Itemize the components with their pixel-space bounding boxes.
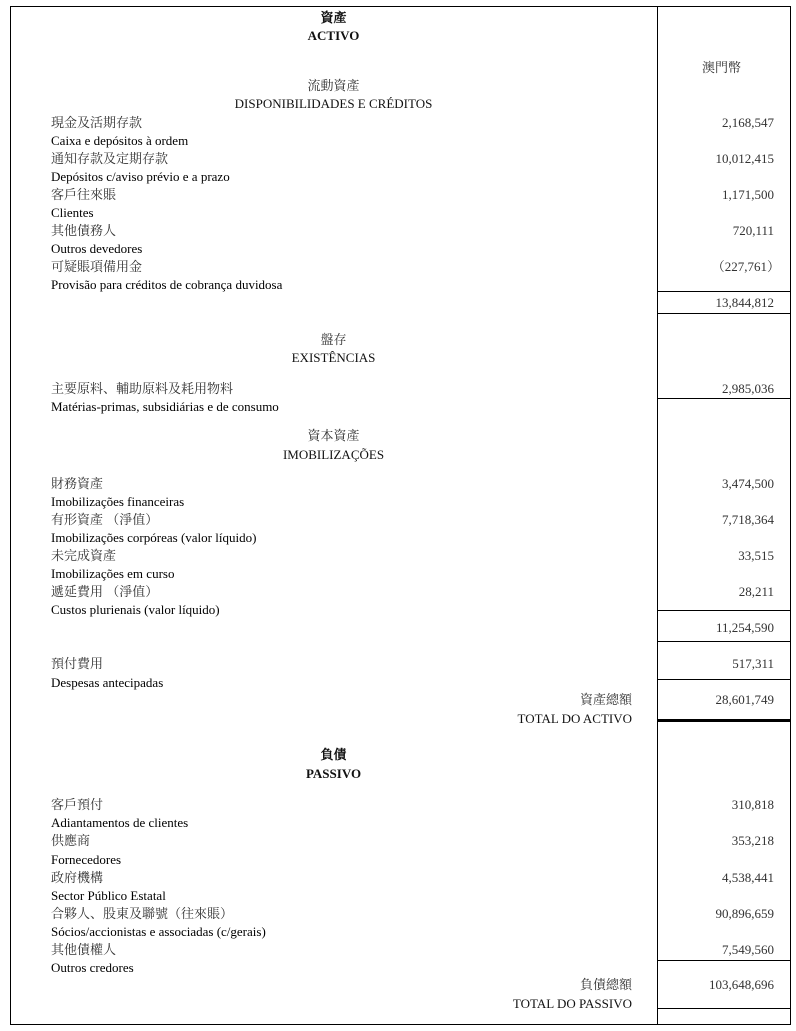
item-label-pt: Despesas antecipadas	[51, 675, 164, 690]
item-value: 3,474,500	[722, 476, 774, 491]
item-label-zh: 財務資產	[51, 476, 104, 491]
item-label-zh: 政府機構	[51, 870, 104, 885]
subtotal-rule	[658, 313, 791, 314]
item-label-pt: Clientes	[51, 205, 94, 220]
item-value: 310,818	[731, 797, 774, 812]
amount-column-divider	[657, 6, 658, 1025]
item-label-pt: Imobilizações financeiras	[51, 494, 185, 509]
item-label-zh: 現金及活期存款	[51, 115, 143, 130]
item-value: 2,985,036	[722, 381, 774, 396]
item-value: （227,761）	[711, 259, 780, 274]
item-value: 353,218	[731, 833, 774, 848]
item-label-pt: Provisão para créditos de cobrança duvidosa	[51, 277, 283, 292]
subtotal-value: 13,844,812	[715, 295, 774, 310]
item-label-pt: Outros credores	[51, 960, 134, 975]
item-label-pt: Sector Público Estatal	[51, 888, 166, 903]
item-value: 1,171,500	[722, 187, 774, 202]
item-label-pt: Matérias-primas, subsidiárias e de consumo	[51, 399, 279, 414]
item-label-pt: Depósitos c/aviso prévio e a prazo	[51, 169, 230, 184]
subtotal-rule	[658, 641, 791, 642]
assets-heading-pt: ACTIVO	[307, 28, 360, 43]
assets-heading-zh: 資產	[320, 10, 347, 25]
item-label-pt: Imobilizações em curso	[51, 566, 175, 581]
item-value: 7,549,560	[722, 942, 774, 957]
item-value: 33,515	[738, 548, 774, 563]
total-liabilities-value: 103,648,696	[709, 977, 774, 992]
total-assets-value: 28,601,749	[715, 692, 774, 707]
currency-label: 澳門幣	[702, 60, 742, 75]
item-value: 720,111	[732, 223, 774, 238]
item-label-zh: 有形資產 （淨值）	[51, 512, 159, 527]
item-label-zh: 預付費用	[51, 656, 104, 671]
section-title-pt: DISPONIBILIDADES E CRÉDITOS	[234, 96, 433, 111]
item-value: 2,168,547	[722, 115, 774, 130]
total-assets-label-pt: TOTAL DO ACTIVO	[517, 711, 632, 726]
subtotal-rule	[658, 291, 791, 292]
subtotal-rule	[658, 679, 791, 680]
subtotal-rule	[658, 398, 791, 399]
item-value: 4,538,441	[722, 870, 774, 885]
liabilities-heading-pt: PASSIVO	[305, 766, 362, 781]
subtotal-value: 11,254,590	[715, 620, 774, 635]
item-label-zh: 可疑賬項備用金	[51, 259, 143, 274]
item-value: 7,718,364	[722, 512, 774, 527]
item-label-zh: 其他債權人	[51, 942, 117, 957]
item-label-pt: Imobilizações corpóreas (valor líquido)	[51, 530, 257, 545]
item-label-pt: Adiantamentos de clientes	[51, 815, 189, 830]
item-label-zh: 遞延費用 （淨值）	[51, 584, 159, 599]
section-title-pt: EXISTÊNCIAS	[291, 350, 376, 365]
item-label-pt: Outros devedores	[51, 241, 143, 256]
item-value: 10,012,415	[715, 151, 774, 166]
liabilities-heading-zh: 負債	[320, 747, 347, 762]
item-label-pt: Sócios/accionistas e associadas (c/gerais)	[51, 924, 266, 939]
item-label-zh: 主要原料、輔助原料及耗用物料	[51, 381, 234, 396]
section-title-zh: 資本資產	[307, 428, 360, 443]
item-label-pt: Caixa e depósitos à ordem	[51, 133, 189, 148]
item-value: 90,896,659	[715, 906, 774, 921]
item-label-zh: 合夥人、股東及聯號（往來賬）	[51, 906, 234, 921]
total-double-rule	[658, 719, 791, 722]
total-assets-label-zh: 資產總額	[579, 692, 632, 707]
item-label-zh: 未完成資產	[51, 548, 117, 563]
item-value: 517,311	[732, 656, 774, 671]
subtotal-rule	[658, 1008, 791, 1009]
section-title-zh: 盤存	[320, 332, 347, 347]
total-liabilities-label-pt: TOTAL DO PASSIVO	[512, 996, 632, 1011]
item-label-zh: 客戶往來賬	[51, 187, 117, 202]
item-label-pt: Fornecedores	[51, 852, 122, 867]
subtotal-rule	[658, 610, 791, 611]
item-label-pt: Custos plurienais (valor líquido)	[51, 602, 220, 617]
section-title-zh: 流動資產	[307, 78, 360, 93]
item-label-zh: 客戶預付	[51, 797, 104, 812]
item-label-zh: 通知存款及定期存款	[51, 151, 169, 166]
subtotal-rule	[658, 960, 791, 961]
item-label-zh: 供應商	[51, 833, 91, 848]
item-label-zh: 其他債務人	[51, 223, 117, 238]
section-title-pt: IMOBILIZAÇÕES	[282, 447, 385, 462]
total-liabilities-label-zh: 負債總額	[579, 977, 632, 992]
item-value: 28,211	[738, 584, 774, 599]
